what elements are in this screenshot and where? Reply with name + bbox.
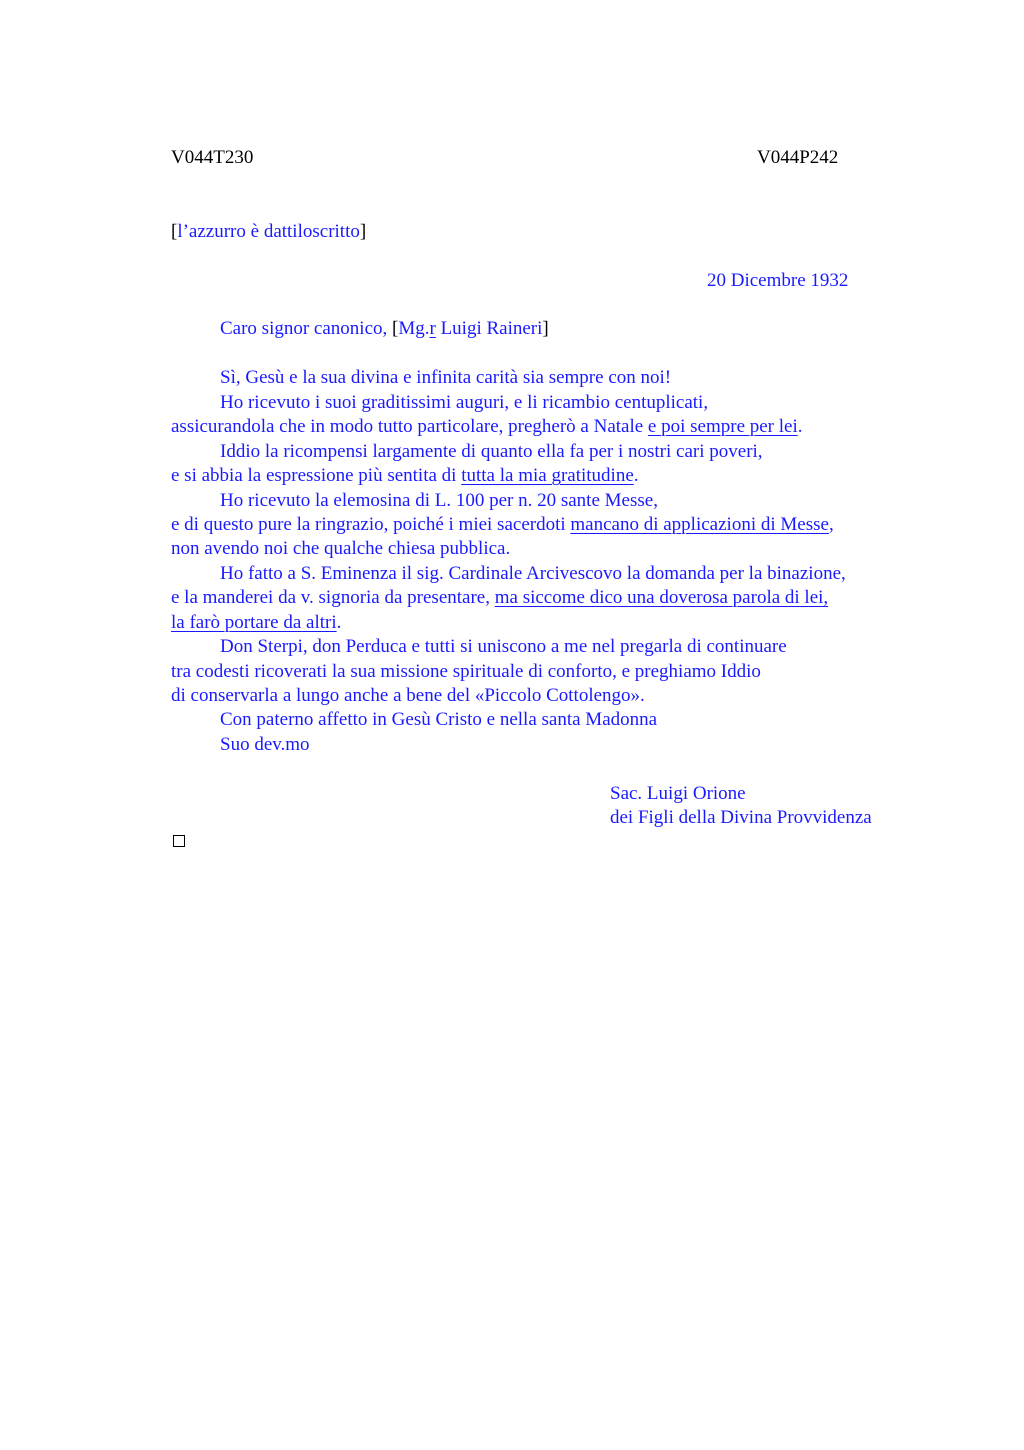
salutation-bracket-close: ] [542, 318, 549, 339]
note-bracket-open: [ [171, 221, 178, 242]
end-marker-box-icon [173, 835, 185, 847]
signature-name: Sac. Luigi Orione [610, 783, 746, 804]
body-line: Sì, Gesù e la sua divina e infinita carità sia sempre con noi! [220, 367, 672, 388]
body-line [171, 464, 639, 488]
body-line [171, 513, 834, 537]
body-text: assicurandola che in modo tutto particolare, pregherò a Natale [171, 416, 648, 437]
underlined-text: ma siccome dico una doverosa parola di lei, [494, 587, 829, 608]
body-line: tra codesti ricoverati la sua missione spirituale di conforto, e preghiamo Iddio [171, 661, 761, 682]
body-line: non avendo noi che qualche chiesa pubblica. [171, 538, 511, 559]
underlined-text: la farò portare da altri [171, 612, 337, 633]
body-text: . [633, 465, 639, 486]
body-line: di conservarla a lungo anche a bene del «Piccolo Cottolengo». [171, 685, 645, 706]
salutation [220, 317, 549, 341]
document-code-right: V044P242 [757, 147, 839, 168]
body-line: Ho fatto a S. Eminenza il sig. Cardinale Arcivescovo la domanda per la binazione, [220, 563, 846, 584]
body-line: Ho ricevuto i suoi graditissimi auguri, e li ricambio centuplicati, [220, 392, 709, 413]
body-line [171, 415, 803, 439]
document-code-left: V044T230 [171, 147, 254, 168]
body-text: e di questo pure la ringrazio, poiché i miei sacerdoti [171, 514, 571, 535]
signature-congregation: dei Figli della Divina Provvidenza [610, 807, 872, 828]
body-line: Iddio la ricompensi largamente di quanto ella fa per i nostri cari poveri, [220, 441, 763, 462]
salutation-bracket-open: [ [392, 318, 399, 339]
body-text: . [797, 416, 803, 437]
salutation-title-superscript: r [429, 318, 436, 339]
closing-line: Suo dev.mo [220, 734, 310, 755]
letter-date: 20 Dicembre 1932 [707, 270, 849, 291]
editorial-note [171, 220, 366, 244]
note-bracket-close: ] [359, 221, 367, 242]
body-text: . [336, 612, 342, 633]
body-line: Don Sterpi, don Perduca e tutti si uniscono a me nel pregarla di continuare [220, 636, 787, 657]
closing-line: Con paterno affetto in Gesù Cristo e nella santa Madonna [220, 709, 658, 730]
body-text: e si abbia la espressione più sentita di [171, 465, 462, 486]
salutation-name: Luigi Raineri [435, 318, 543, 339]
salutation-title-prefix: Mg. [398, 318, 430, 339]
salutation-text: Caro signor canonico, [220, 318, 393, 339]
underlined-text: e poi sempre per lei [647, 416, 798, 437]
body-line [171, 611, 341, 635]
note-text: l’azzurro è dattiloscritto [177, 221, 360, 242]
body-line [171, 586, 828, 610]
body-text: e la manderei da v. signoria da presentare, [171, 587, 495, 608]
underlined-text: tutta la mia gratitudine [461, 465, 634, 486]
body-line: Ho ricevuto la elemosina di L. 100 per n. 20 sante Messe, [220, 490, 658, 511]
body-text: , [828, 514, 834, 535]
underlined-text: mancano di applicazioni di Messe [570, 514, 829, 535]
